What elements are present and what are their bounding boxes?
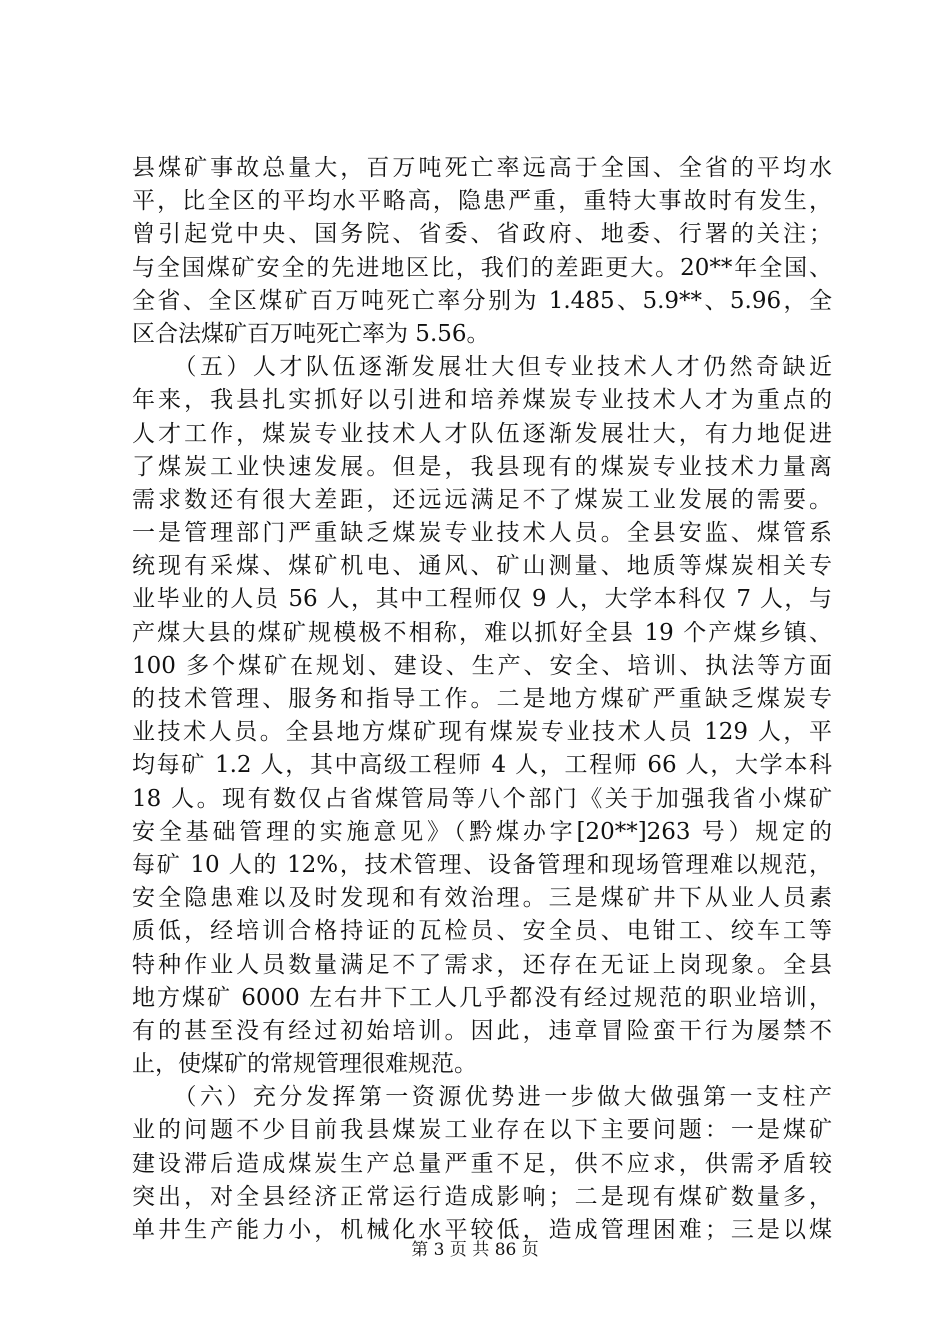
text-line: 安全基础管理的实施意见》（黔煤办字[20**]263 号）规定的 [132, 818, 832, 845]
document-body [132, 152, 832, 1247]
text-line: 业技术人员。全县地方煤矿现有煤炭专业技术人员 129 人，平 [132, 719, 832, 746]
text-line: 地方煤矿 6000 左右井下工人几乎都没有经过规范的职业培训， [132, 984, 832, 1011]
text-line: 一是管理部门严重缺乏煤炭专业技术人员。全县安监、煤管系 [132, 520, 832, 547]
text-line: 均每矿 1.2 人，其中高级工程师 4 人，工程师 66 人，大学本科 [132, 752, 832, 779]
text-line: 需求数还有很大差距，还远远满足不了煤炭工业发展的需要。 [132, 486, 832, 513]
text-line: 业毕业的人员 56 人，其中工程师仅 9 人，大学本科仅 7 人，与 [132, 586, 832, 613]
text-line: （五）人才队伍逐渐发展壮大但专业技术人才仍然奇缺近 [132, 354, 832, 381]
text-line: 建设滞后造成煤炭生产总量严重不足，供不应求，供需矛盾较 [132, 1150, 832, 1177]
text-line: 产煤大县的煤矿规模极不相称，难以抓好全县 19 个产煤乡镇、 [132, 619, 832, 646]
text-line: 县煤矿事故总量大，百万吨死亡率远高于全国、全省的平均水 [132, 155, 832, 181]
text-line: 平，比全区的平均水平略高，隐患严重，重特大事故时有发生， [132, 188, 832, 215]
text-line: 统现有采煤、煤矿机电、通风、矿山测量、地质等煤炭相关专 [132, 553, 832, 580]
text-line: 了煤炭工业快速发展。但是，我县现有的煤炭专业技术力量离 [132, 453, 832, 480]
text-line: 突出，对全县经济正常运行造成影响；二是现有煤矿数量多， [132, 1183, 832, 1210]
text-line: 100 多个煤矿在规划、建设、生产、安全、培训、执法等方面 [132, 652, 832, 679]
text-line: 曾引起党中央、国务院、省委、省政府、地委、行署的关注； [132, 221, 832, 248]
page-footer: 第 3 页 共 86 页 [411, 1240, 539, 1260]
text-line: 特种作业人员数量满足不了需求，还存在无证上岗现象。全县 [132, 951, 832, 978]
text-line: 单井生产能力小，机械化水平较低，造成管理困难；三是以煤 [132, 1217, 832, 1243]
text-line: 安全隐患难以及时发现和有效治理。三是煤矿井下从业人员素 [132, 885, 832, 912]
text-line: 质低，经培训合格持证的瓦检员、安全员、电钳工、绞车工等 [132, 918, 832, 945]
text-line: 人才工作，煤炭专业技术人才队伍逐渐发展壮大，有力地促进 [132, 420, 832, 447]
text-line: 与全国煤矿安全的先进地区比，我们的差距更大。20**年全国、 [132, 254, 832, 281]
text-line: 年来，我县扎实抓好以引进和培养煤炭专业技术人才为重点的 [132, 387, 832, 414]
text-line: 每矿 10 人的 12%，技术管理、设备管理和现场管理难以规范， [132, 851, 832, 878]
text-line: 业的问题不少目前我县煤炭工业存在以下主要问题：一是煤矿 [132, 1117, 832, 1144]
text-line: 有的甚至没有经过初始培训。因此，违章冒险蛮干行为屡禁不 [132, 1017, 832, 1044]
text-line: 区合法煤矿百万吨死亡率为 5.56。 [132, 320, 490, 347]
text-line: 止，使煤矿的常规管理很难规范。 [132, 1051, 477, 1078]
text-line: 全省、全区煤矿百万吨死亡率分别为 1.485、5.9**、5.96，全 [132, 287, 832, 314]
text-line: 18 人。现有数仅占省煤管局等八个部门《关于加强我省小煤矿 [132, 785, 832, 812]
text-line: （六）充分发挥第一资源优势进一步做大做强第一支柱产 [132, 1084, 832, 1111]
text-line: 的技术管理、服务和指导工作。二是地方煤矿严重缺乏煤炭专 [132, 686, 832, 712]
